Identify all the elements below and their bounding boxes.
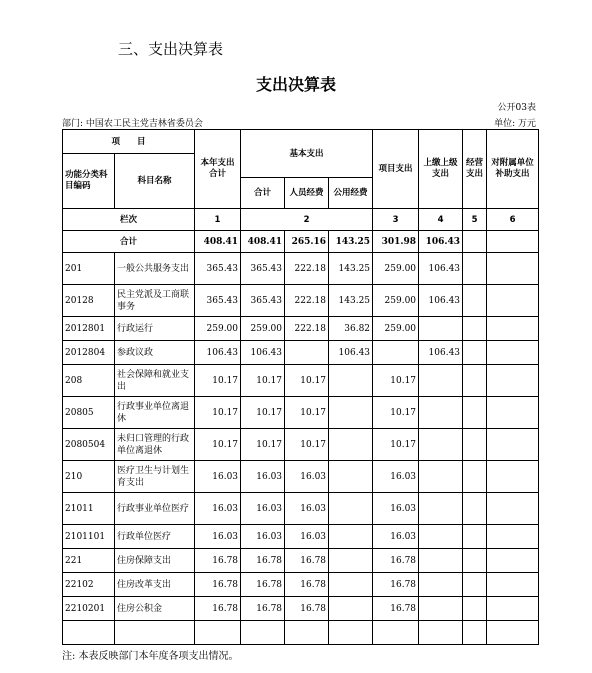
cell-name: 医疗卫生与计划生育支出 <box>115 461 195 493</box>
cell-c3: 16.78 <box>285 573 329 597</box>
cell-c8 <box>487 429 539 461</box>
cell-c1: 106.43 <box>195 341 241 365</box>
cell-c5: 16.78 <box>373 573 419 597</box>
cell-c7 <box>463 341 487 365</box>
cell-c1: 10.17 <box>195 397 241 429</box>
cell-c3 <box>285 621 329 645</box>
cell-c4 <box>329 597 373 621</box>
table-row <box>63 621 539 645</box>
cell-c6: 106.43 <box>419 253 463 285</box>
cell-c2: 16.03 <box>241 493 285 525</box>
header-project-exp: 项目支出 <box>373 130 419 209</box>
total-c4: 143.25 <box>329 231 373 253</box>
header-func-code: 功能分类科目编码 <box>63 154 115 209</box>
footer-note: 注: 本表反映部门本年度各项支出情况。 <box>62 651 239 662</box>
cell-c2: 106.43 <box>241 341 285 365</box>
cell-name: 行政事业单位离退休 <box>115 397 195 429</box>
cell-c3: 16.03 <box>285 493 329 525</box>
cell-c5 <box>373 341 419 365</box>
cell-c5: 16.78 <box>373 549 419 573</box>
header-basic-total: 合计 <box>241 178 285 209</box>
col-6: 6 <box>487 209 539 231</box>
header-personnel: 人员经费 <box>285 178 329 209</box>
cell-c7 <box>463 549 487 573</box>
table-row <box>63 597 539 621</box>
cell-c8 <box>487 285 539 317</box>
table-row <box>63 525 539 549</box>
cell-c2: 10.17 <box>241 397 285 429</box>
cell-c1: 16.03 <box>195 525 241 549</box>
cell-c3: 222.18 <box>285 253 329 285</box>
cell-name: 住房保障支出 <box>115 549 195 573</box>
table-row <box>63 429 539 461</box>
total-c6: 106.43 <box>419 231 463 253</box>
cell-c8 <box>487 573 539 597</box>
cell-c7 <box>463 461 487 493</box>
cell-code: 20805 <box>63 397 115 429</box>
cell-c4 <box>329 461 373 493</box>
total-c8 <box>487 231 539 253</box>
header-row-1 <box>63 130 539 154</box>
cell-c1: 365.43 <box>195 285 241 317</box>
total-row <box>63 231 539 253</box>
cell-c1: 259.00 <box>195 317 241 341</box>
cell-c3: 10.17 <box>285 365 329 397</box>
total-label: 合计 <box>63 231 195 253</box>
table-row <box>63 573 539 597</box>
cell-c2: 16.78 <box>241 597 285 621</box>
cell-c2: 10.17 <box>241 429 285 461</box>
cell-c3: 16.78 <box>285 549 329 573</box>
cell-c2: 365.43 <box>241 285 285 317</box>
cell-c5: 16.03 <box>373 493 419 525</box>
department-label: 部门: 中国农工民主党吉林省委员会 <box>62 119 203 129</box>
cell-c1: 16.78 <box>195 597 241 621</box>
cell-c7 <box>463 493 487 525</box>
cell-code: 208 <box>63 365 115 397</box>
col-3: 3 <box>373 209 419 231</box>
cell-c3: 10.17 <box>285 397 329 429</box>
cell-c6 <box>419 525 463 549</box>
total-c2: 408.41 <box>241 231 285 253</box>
cell-c6 <box>419 573 463 597</box>
cell-c5: 10.17 <box>373 365 419 397</box>
cell-code: 221 <box>63 549 115 573</box>
cell-c7 <box>463 429 487 461</box>
cell-code <box>63 621 115 645</box>
total-c5: 301.98 <box>373 231 419 253</box>
cell-c5 <box>373 621 419 645</box>
cell-name: 一般公共服务支出 <box>115 253 195 285</box>
table-row <box>63 397 539 429</box>
cell-name: 行政运行 <box>115 317 195 341</box>
cell-c5: 259.00 <box>373 317 419 341</box>
section-title: 三、支出决算表 <box>118 40 224 58</box>
cell-c3 <box>285 341 329 365</box>
table-row <box>63 461 539 493</box>
header-upper-submit: 上缴上级支出 <box>419 130 463 209</box>
cell-c2: 10.17 <box>241 365 285 397</box>
cell-c4 <box>329 397 373 429</box>
cell-c2: 16.78 <box>241 549 285 573</box>
cell-name: 住房改革支出 <box>115 573 195 597</box>
table-row <box>63 285 539 317</box>
cell-c7 <box>463 597 487 621</box>
cell-c5: 259.00 <box>373 253 419 285</box>
cell-c8 <box>487 621 539 645</box>
cell-code: 2012801 <box>63 317 115 341</box>
cell-c2: 16.03 <box>241 461 285 493</box>
header-basic: 基本支出 <box>241 130 373 178</box>
cell-c4: 106.43 <box>329 341 373 365</box>
cell-c6 <box>419 493 463 525</box>
cell-c4 <box>329 429 373 461</box>
cell-c5: 16.78 <box>373 597 419 621</box>
cell-c6 <box>419 317 463 341</box>
cell-c4 <box>329 573 373 597</box>
cell-c8 <box>487 365 539 397</box>
cell-c6: 106.43 <box>419 341 463 365</box>
cell-name: 行政单位医疗 <box>115 525 195 549</box>
table-row <box>63 341 539 365</box>
cell-c7 <box>463 365 487 397</box>
col-5: 5 <box>463 209 487 231</box>
total-c7 <box>463 231 487 253</box>
header-public: 公用经费 <box>329 178 373 209</box>
cell-c6 <box>419 597 463 621</box>
cell-code: 2012804 <box>63 341 115 365</box>
cell-c1: 10.17 <box>195 429 241 461</box>
cell-c8 <box>487 549 539 573</box>
cell-c8 <box>487 493 539 525</box>
cell-c6: 106.43 <box>419 285 463 317</box>
cell-name: 参政议政 <box>115 341 195 365</box>
cell-c6 <box>419 397 463 429</box>
form-code: 公开03表 <box>497 103 536 113</box>
cell-c6 <box>419 621 463 645</box>
cell-c4 <box>329 525 373 549</box>
cell-c1: 16.03 <box>195 461 241 493</box>
cell-c2: 259.00 <box>241 317 285 341</box>
cell-c4: 143.25 <box>329 253 373 285</box>
cell-c6 <box>419 461 463 493</box>
cell-name: 社会保障和就业支出 <box>115 365 195 397</box>
total-c1: 408.41 <box>195 231 241 253</box>
cell-c8 <box>487 253 539 285</box>
table-row <box>63 365 539 397</box>
cell-c4: 143.25 <box>329 285 373 317</box>
column-index-row <box>63 209 539 231</box>
cell-c6 <box>419 549 463 573</box>
cell-code: 201 <box>63 253 115 285</box>
cell-name: 未归口管理的行政单位离退休 <box>115 429 195 461</box>
cell-c8 <box>487 397 539 429</box>
cell-c1: 10.17 <box>195 365 241 397</box>
cell-code: 22102 <box>63 573 115 597</box>
unit-label: 单位: 万元 <box>494 119 536 129</box>
col-2: 2 <box>241 209 373 231</box>
header-total: 本年支出合计 <box>195 130 241 209</box>
cell-c3: 16.78 <box>285 597 329 621</box>
header-subject-name: 科目名称 <box>115 154 195 209</box>
cell-c8 <box>487 597 539 621</box>
col-4: 4 <box>419 209 463 231</box>
cell-c4: 36.82 <box>329 317 373 341</box>
cell-name: 行政事业单位医疗 <box>115 493 195 525</box>
cell-c4 <box>329 549 373 573</box>
cell-c7 <box>463 525 487 549</box>
cell-c1: 16.03 <box>195 493 241 525</box>
cell-c4 <box>329 493 373 525</box>
cell-c7 <box>463 253 487 285</box>
table-row <box>63 317 539 341</box>
cell-name: 住房公积金 <box>115 597 195 621</box>
table-row <box>63 253 539 285</box>
cell-c5: 10.17 <box>373 397 419 429</box>
cell-c3: 222.18 <box>285 317 329 341</box>
cell-c7 <box>463 317 487 341</box>
cell-c6 <box>419 429 463 461</box>
cell-c6 <box>419 365 463 397</box>
cell-c8 <box>487 341 539 365</box>
cell-name: 民主党派及工商联事务 <box>115 285 195 317</box>
cell-code: 2210201 <box>63 597 115 621</box>
cell-c5: 259.00 <box>373 285 419 317</box>
col-label: 栏次 <box>63 209 195 231</box>
cell-c8 <box>487 317 539 341</box>
cell-c7 <box>463 285 487 317</box>
cell-c3: 16.03 <box>285 461 329 493</box>
cell-c3: 16.03 <box>285 525 329 549</box>
cell-c3: 10.17 <box>285 429 329 461</box>
cell-c5: 16.03 <box>373 525 419 549</box>
cell-c2: 365.43 <box>241 253 285 285</box>
cell-c8 <box>487 525 539 549</box>
cell-c8 <box>487 461 539 493</box>
cell-c4 <box>329 365 373 397</box>
cell-code: 21011 <box>63 493 115 525</box>
col-1: 1 <box>195 209 241 231</box>
cell-c5: 16.03 <box>373 461 419 493</box>
cell-c2 <box>241 621 285 645</box>
expenditure-table <box>62 129 539 645</box>
cell-name <box>115 621 195 645</box>
cell-c2: 16.03 <box>241 525 285 549</box>
table-row <box>63 549 539 573</box>
total-c3: 265.16 <box>285 231 329 253</box>
header-subsidiary: 对附属单位补助支出 <box>487 130 539 209</box>
table-row <box>63 493 539 525</box>
cell-c1: 16.78 <box>195 573 241 597</box>
cell-c2: 16.78 <box>241 573 285 597</box>
header-business: 经营支出 <box>463 130 487 209</box>
cell-c1 <box>195 621 241 645</box>
header-project: 项 目 <box>63 130 195 154</box>
cell-c3: 222.18 <box>285 285 329 317</box>
cell-c7 <box>463 621 487 645</box>
cell-code: 2080504 <box>63 429 115 461</box>
cell-c7 <box>463 397 487 429</box>
cell-code: 2101101 <box>63 525 115 549</box>
page-title: 支出决算表 <box>255 75 336 94</box>
cell-c4 <box>329 621 373 645</box>
cell-c7 <box>463 573 487 597</box>
cell-c1: 16.78 <box>195 549 241 573</box>
cell-code: 210 <box>63 461 115 493</box>
cell-c1: 365.43 <box>195 253 241 285</box>
cell-code: 20128 <box>63 285 115 317</box>
cell-c5: 10.17 <box>373 429 419 461</box>
